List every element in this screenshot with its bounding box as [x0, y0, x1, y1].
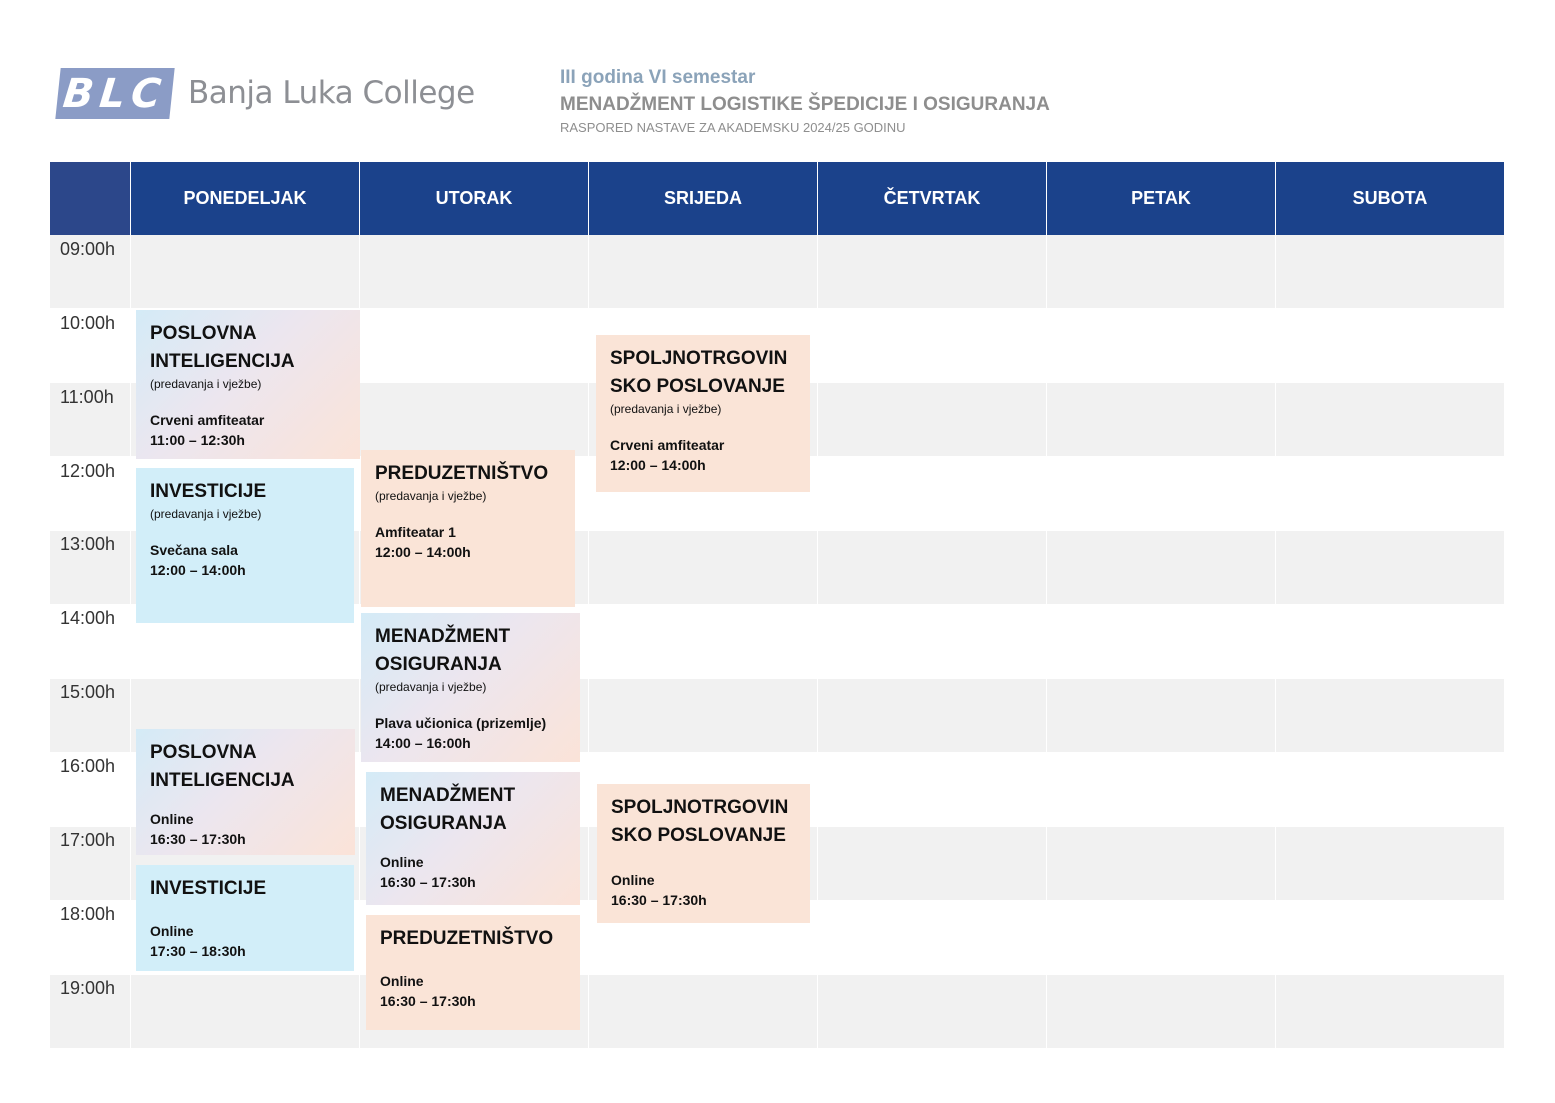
column-divider [817, 235, 818, 1048]
logo-name: Banja Luka College [188, 75, 475, 111]
event-poslovna-inteligencija-online[interactable] [136, 729, 355, 855]
event-title: PREDUZETNIŠTVO [375, 463, 549, 484]
event-title: SKO POSLOVANJE [611, 825, 786, 846]
event-room: Plava učionica (prizemlje) [375, 715, 547, 731]
event-room: Crveni amfiteatar [610, 437, 725, 453]
time-label: 18:00h [60, 904, 116, 924]
event-room: Online [380, 973, 424, 989]
event-time: 12:00 – 14:00h [610, 457, 706, 473]
event-type: (predavanja i vježbe) [150, 377, 262, 391]
event-room: Online [611, 872, 655, 888]
column-divider [1046, 235, 1047, 1048]
schedule-subtitle: RASPORED NASTAVE ZA AKADEMSKU 2024/25 GODINU [560, 120, 906, 135]
column-divider [130, 235, 131, 1048]
day-header-row [50, 162, 1504, 235]
program-title: MENADŽMENT LOGISTIKE ŠPEDICIJE I OSIGURANJA [560, 94, 1050, 115]
event-spoljnotrgovinsko-poslovanje-online[interactable] [597, 784, 810, 923]
schedule-header [560, 64, 1050, 137]
time-label: 17:00h [60, 830, 116, 850]
event-title: SPOLJNOTRGOVIN [611, 797, 789, 818]
event-time: 16:30 – 17:30h [611, 892, 707, 908]
year-semester: III godina VI semestar [560, 67, 756, 88]
event-time: 17:30 – 18:30h [150, 943, 246, 959]
event-title: SPOLJNOTRGOVIN [610, 348, 788, 369]
event-room: Online [150, 811, 194, 827]
day-thursday: ČETVRTAK [817, 162, 1046, 235]
time-label: 15:00h [60, 682, 116, 702]
event-time: 12:00 – 14:00h [150, 562, 246, 578]
event-time: 11:00 – 12:30h [150, 432, 245, 448]
event-time: 12:00 – 14:00h [375, 544, 471, 560]
row-1900 [50, 975, 1504, 1048]
logo-mark: BLC [55, 68, 174, 119]
time-label: 10:00h [60, 313, 116, 333]
time-label: 19:00h [60, 978, 116, 998]
event-title: OSIGURANJA [380, 813, 507, 834]
event-poslovna-inteligencija[interactable] [136, 310, 360, 459]
event-room: Crveni amfiteatar [150, 412, 265, 428]
event-title: MENADŽMENT [380, 785, 516, 806]
event-title: PREDUZETNIŠTVO [380, 928, 554, 949]
day-wednesday: SRIJEDA [588, 162, 817, 235]
event-room: Online [380, 854, 424, 870]
time-label: 12:00h [60, 461, 116, 481]
event-type: (predavanja i vježbe) [610, 402, 722, 416]
event-room: Online [150, 923, 194, 939]
college-logo [58, 67, 475, 119]
event-room: Amfiteatar 1 [375, 524, 456, 540]
time-label: 16:00h [60, 756, 116, 776]
event-title: OSIGURANJA [375, 654, 502, 675]
event-time: 16:30 – 17:30h [380, 993, 476, 1009]
day-monday: PONEDELJAK [130, 162, 359, 235]
event-type: (predavanja i vježbe) [375, 489, 487, 503]
event-time: 14:00 – 16:00h [375, 735, 471, 751]
event-title: MENADŽMENT [375, 626, 511, 647]
event-type: (predavanja i vježbe) [375, 680, 487, 694]
event-investicije[interactable] [136, 468, 354, 623]
time-label: 11:00h [60, 387, 114, 407]
day-tuesday: UTORAK [359, 162, 588, 235]
event-preduzetnistvo-online[interactable] [366, 915, 580, 1030]
event-menadzment-osiguranja-online[interactable] [366, 772, 580, 905]
event-title: POSLOVNA [150, 742, 257, 763]
event-spoljnotrgovinsko-poslovanje[interactable] [596, 335, 810, 492]
event-title: INVESTICIJE [150, 878, 267, 899]
day-friday: PETAK [1046, 162, 1275, 235]
column-divider [588, 235, 589, 1048]
event-title: INVESTICIJE [150, 481, 267, 502]
corner-cell [50, 162, 130, 235]
event-title: SKO POSLOVANJE [610, 376, 785, 397]
day-saturday: SUBOTA [1275, 162, 1504, 235]
event-time: 16:30 – 17:30h [380, 874, 476, 890]
event-title: INTELIGENCIJA [150, 351, 295, 372]
row-0900 [50, 235, 1504, 308]
event-preduzetnistvo[interactable] [361, 450, 575, 607]
event-type: (predavanja i vježbe) [150, 507, 262, 521]
time-label: 13:00h [60, 534, 116, 554]
event-investicije-online[interactable] [136, 865, 354, 971]
event-title: POSLOVNA [150, 323, 257, 344]
event-menadzment-osiguranja[interactable] [361, 613, 580, 762]
event-title: INTELIGENCIJA [150, 770, 295, 791]
event-room: Svečana sala [150, 542, 238, 558]
time-label: 14:00h [60, 608, 116, 628]
event-time: 16:30 – 17:30h [150, 831, 246, 847]
time-label: 09:00h [60, 239, 116, 259]
column-divider [1275, 235, 1276, 1048]
